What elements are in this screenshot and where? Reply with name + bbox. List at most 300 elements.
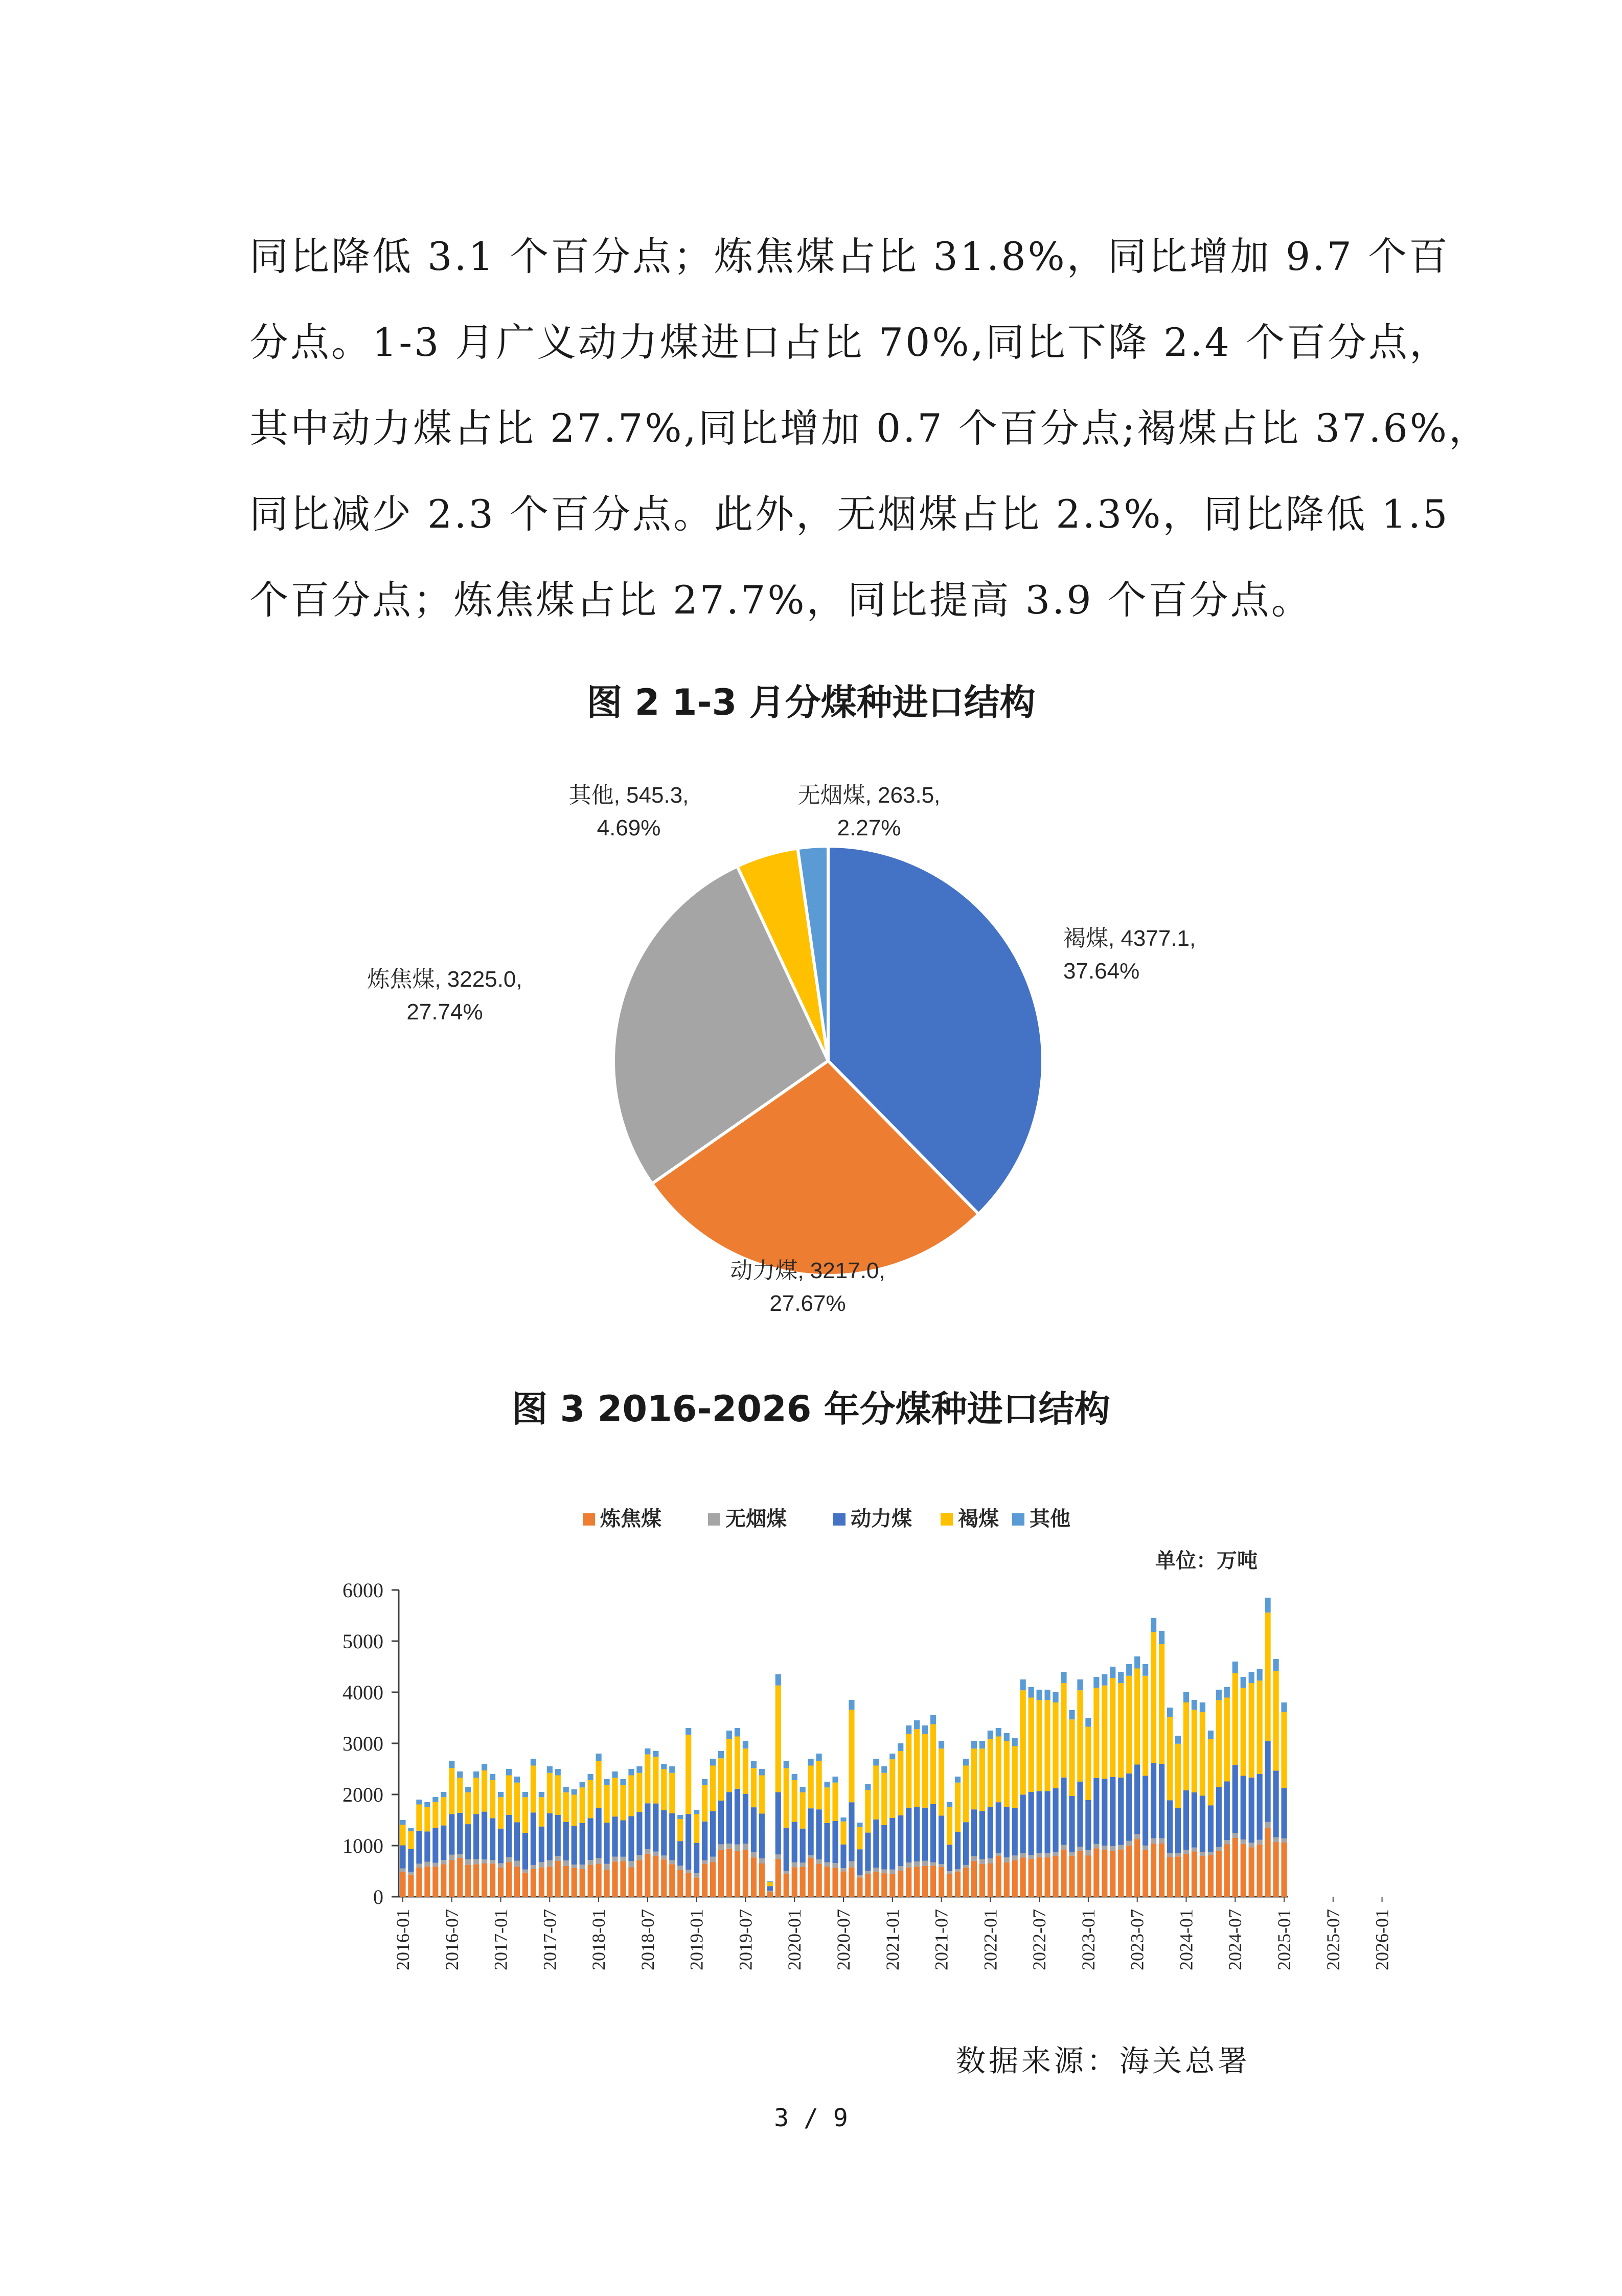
y-tick-label: 0 <box>373 1885 383 1908</box>
bar-segment <box>1281 1838 1287 1843</box>
x-tick-label: 2022-01 <box>980 1909 1001 1970</box>
bar-segment <box>767 1892 773 1897</box>
bar-segment <box>1216 1847 1222 1851</box>
y-tick-label: 6000 <box>342 1579 383 1602</box>
bar-segment <box>1012 1808 1018 1855</box>
bar-segment <box>694 1810 699 1814</box>
bar-segment <box>482 1770 487 1812</box>
bar-segment <box>555 1769 561 1776</box>
bar-segment <box>563 1787 569 1792</box>
bar-segment <box>424 1807 430 1831</box>
bar-segment <box>922 1734 928 1808</box>
bar-segment <box>465 1859 471 1865</box>
bar-segment <box>596 1754 602 1761</box>
bar-segment <box>1012 1738 1018 1746</box>
bar-segment <box>775 1854 781 1859</box>
bar-segment <box>653 1804 658 1852</box>
bar-segment <box>996 1856 1001 1897</box>
bar-segment <box>498 1792 504 1797</box>
bar-segment <box>1102 1674 1107 1686</box>
bar-segment <box>1134 1669 1140 1765</box>
bar-segment <box>889 1870 895 1874</box>
bar-segment <box>857 1827 862 1850</box>
bar-segment <box>612 1771 618 1778</box>
bar-segment <box>661 1769 667 1810</box>
bar-segment <box>1143 1664 1148 1676</box>
x-tick-label: 2023-07 <box>1127 1909 1148 1970</box>
bar-segment <box>498 1829 504 1863</box>
bar-segment <box>408 1875 414 1897</box>
bar-segment <box>424 1862 430 1867</box>
bar-segment <box>922 1861 928 1866</box>
bar-segment <box>555 1856 561 1861</box>
x-tick-label: 2019-07 <box>735 1909 756 1970</box>
bar-segment <box>473 1771 479 1778</box>
bar-segment <box>808 1858 814 1897</box>
bar-segment <box>1265 1612 1271 1741</box>
bar-segment <box>645 1854 650 1897</box>
bar-segment <box>808 1808 814 1855</box>
bar-segment <box>1004 1807 1010 1857</box>
bar-segment <box>1077 1851 1083 1897</box>
bar-segment <box>457 1771 463 1778</box>
bar-segment <box>735 1789 740 1845</box>
bar-segment <box>930 1804 936 1862</box>
bar-segment <box>620 1821 626 1857</box>
bar-segment <box>963 1868 969 1897</box>
bar-segment <box>580 1865 585 1869</box>
bar-segment <box>514 1777 520 1783</box>
bar-segment <box>1208 1852 1214 1855</box>
bar-segment <box>1208 1731 1214 1739</box>
x-tick-label: 2019-01 <box>686 1909 707 1970</box>
bar-segment <box>816 1859 822 1863</box>
bar-segment <box>996 1737 1001 1803</box>
bar-segment <box>979 1741 985 1748</box>
bar-segment <box>898 1743 903 1751</box>
bar-segment <box>1077 1679 1083 1690</box>
bar-segment <box>873 1766 879 1820</box>
bar-segment <box>1175 1736 1181 1744</box>
bar-segment <box>743 1850 748 1897</box>
bar-segment <box>441 1826 446 1860</box>
bar-segment <box>743 1748 748 1793</box>
bar-segment <box>1037 1791 1042 1853</box>
bar-segment <box>1118 1845 1124 1850</box>
bar-segment <box>979 1864 985 1897</box>
bar-segment <box>800 1787 806 1792</box>
bar-segment <box>832 1868 838 1897</box>
x-tick-label: 2020-01 <box>784 1909 805 1970</box>
bar-segment <box>759 1858 765 1863</box>
bar-segment <box>636 1860 642 1897</box>
bar-segment <box>432 1863 438 1867</box>
bar-segment <box>490 1774 495 1780</box>
bar-segment <box>1175 1808 1181 1853</box>
bar-segment <box>424 1831 430 1861</box>
bar-segment <box>432 1867 438 1897</box>
bar-segment <box>759 1776 765 1814</box>
bar-segment <box>963 1865 969 1868</box>
bar-segment <box>572 1826 577 1865</box>
bar-segment <box>906 1868 911 1897</box>
bar-segment <box>922 1866 928 1897</box>
bar-segment <box>612 1857 618 1862</box>
body-paragraph <box>249 214 1490 643</box>
bar-segment <box>1085 1850 1091 1856</box>
bar-segment <box>547 1867 553 1897</box>
bar-segment <box>1061 1778 1066 1845</box>
bar-segment <box>963 1822 969 1865</box>
bar-segment <box>604 1779 609 1785</box>
bar-segment <box>726 1792 732 1844</box>
bar-segment <box>702 1860 707 1864</box>
bar-segment <box>1093 1677 1099 1688</box>
bar-segment <box>1053 1788 1058 1852</box>
bar-segment <box>653 1757 658 1803</box>
bar-segment <box>473 1778 479 1814</box>
bar-segment <box>914 1729 920 1807</box>
bar-segment <box>971 1809 977 1856</box>
bar-segment <box>1167 1800 1173 1853</box>
bar-segment <box>1126 1846 1132 1897</box>
bar-segment <box>539 1827 544 1862</box>
bar-segment <box>596 1864 602 1897</box>
bar-segment <box>1281 1712 1287 1788</box>
bar-segment <box>702 1785 707 1822</box>
bar-segment <box>1085 1718 1091 1727</box>
bar-segment <box>1216 1787 1222 1847</box>
bar-segment <box>865 1784 871 1790</box>
y-tick-label: 1000 <box>342 1834 383 1857</box>
bar-segment <box>775 1686 781 1792</box>
bar-segment <box>824 1867 830 1897</box>
bar-segment <box>726 1739 732 1792</box>
bar-segment <box>661 1764 667 1769</box>
bar-segment <box>514 1783 520 1823</box>
bar-segment <box>555 1776 561 1815</box>
bar-segment <box>939 1864 944 1867</box>
bar-segment <box>522 1870 528 1873</box>
bar-segment <box>1151 1844 1156 1897</box>
bar-segment <box>743 1794 748 1844</box>
bar-segment <box>1151 1632 1156 1763</box>
bar-segment <box>1069 1796 1075 1852</box>
bar-segment <box>612 1861 618 1897</box>
bar-segment <box>914 1867 920 1897</box>
bar-segment <box>572 1865 577 1868</box>
bar-segment <box>547 1773 553 1813</box>
bar-segment <box>1110 1678 1115 1778</box>
bar-segment <box>710 1759 716 1766</box>
bar-segment <box>865 1833 871 1871</box>
bar-segment <box>1053 1856 1058 1897</box>
bar-segment <box>653 1856 658 1897</box>
bar-segment <box>702 1864 707 1897</box>
bar-segment <box>1143 1676 1148 1776</box>
bar-segment <box>784 1768 789 1828</box>
bar-segment <box>1053 1692 1058 1702</box>
bar-segment <box>465 1865 471 1897</box>
bar-segment <box>1020 1794 1026 1853</box>
bar-segment <box>1257 1669 1263 1680</box>
x-tick-label: 2020-07 <box>833 1909 854 1970</box>
y-tick-label: 3000 <box>342 1732 383 1755</box>
bar-segment <box>432 1802 438 1828</box>
bar-segment <box>1118 1778 1124 1845</box>
bar-segment <box>702 1822 707 1860</box>
bar-segment <box>939 1748 944 1815</box>
bar-segment <box>775 1859 781 1897</box>
data-source-note: 数据来源：海关总署 <box>956 2043 1251 2078</box>
bar-segment <box>636 1773 642 1812</box>
bar-segment <box>1044 1690 1050 1700</box>
stacked-bar-chart <box>286 1503 1392 2014</box>
bar-segment <box>1175 1853 1181 1856</box>
bar-segment <box>996 1802 1001 1853</box>
bar-segment <box>1224 1840 1230 1844</box>
bar-segment <box>759 1769 765 1776</box>
bar-segment <box>1200 1856 1205 1897</box>
bar-segment <box>531 1869 536 1897</box>
bar-segment <box>539 1797 544 1826</box>
bar-segment <box>628 1868 634 1897</box>
bar-segment <box>808 1766 814 1809</box>
bar-segment <box>1029 1792 1034 1855</box>
bar-segment <box>792 1862 797 1868</box>
bar-segment <box>832 1783 838 1821</box>
bar-segment <box>947 1807 952 1845</box>
bar-segment <box>1257 1680 1263 1774</box>
paragraph-line: 其中动力煤占比 27.7%,同比增加 0.7 个百分点;褐煤占比 37.6%， <box>249 405 1490 451</box>
bar-segment <box>1134 1839 1140 1897</box>
bar-segment <box>955 1777 961 1783</box>
bar-segment <box>1265 1828 1271 1897</box>
bar-segment <box>408 1872 414 1874</box>
bar-segment <box>514 1867 520 1897</box>
bar-segment <box>865 1871 871 1874</box>
bar-segment <box>588 1818 593 1860</box>
bar-segment <box>873 1872 879 1897</box>
bar-segment <box>792 1780 797 1822</box>
bar-segment <box>1273 1771 1278 1837</box>
y-tick-label: 4000 <box>342 1681 383 1704</box>
bar-segment <box>718 1751 724 1758</box>
bar-segment <box>1257 1845 1263 1897</box>
bar-segment <box>588 1860 593 1865</box>
bar-segment <box>1037 1700 1042 1791</box>
bar-segment <box>1020 1853 1026 1858</box>
bar-segment <box>563 1792 569 1822</box>
bar-segment <box>636 1812 642 1855</box>
bar-segment <box>881 1766 887 1773</box>
bar-segment <box>457 1813 463 1854</box>
bar-segment <box>1257 1840 1263 1845</box>
bar-segment <box>1029 1687 1034 1698</box>
bar-segment <box>686 1873 691 1897</box>
bar-segment <box>400 1846 405 1869</box>
bar-segment <box>996 1728 1001 1737</box>
bar-segment <box>604 1823 609 1864</box>
bar-segment <box>1232 1662 1238 1673</box>
bar-segment <box>482 1764 487 1770</box>
bar-segment <box>930 1866 936 1897</box>
bar-segment <box>955 1783 961 1832</box>
bar-segment <box>1265 1741 1271 1822</box>
unit-label: 单位：万吨 <box>1155 1550 1258 1572</box>
bar-segment <box>661 1810 667 1855</box>
bar-segment <box>563 1822 569 1860</box>
bar-segment <box>800 1792 806 1829</box>
bar-segment <box>1232 1838 1238 1897</box>
bar-segment <box>710 1857 716 1862</box>
bar-segment <box>1126 1774 1132 1841</box>
bar-segment <box>628 1861 634 1868</box>
bar-segment <box>710 1766 716 1811</box>
bar-segment <box>1077 1782 1083 1847</box>
bar-segment <box>686 1735 691 1814</box>
bar-segment <box>1102 1686 1107 1779</box>
bar-segment <box>824 1782 830 1787</box>
bar-segment <box>449 1814 454 1855</box>
x-tick-label: 2025-01 <box>1274 1909 1295 1970</box>
bar-segment <box>669 1813 675 1860</box>
bar-segment <box>1061 1850 1066 1897</box>
bar-segment <box>1085 1856 1091 1897</box>
bar-segment <box>1200 1712 1205 1795</box>
bar-segment <box>588 1780 593 1818</box>
bar-segment <box>800 1867 806 1897</box>
x-tick-label: 2016-01 <box>392 1909 413 1970</box>
bar-segment <box>947 1871 952 1874</box>
bar-segment <box>898 1866 903 1871</box>
bar-segment <box>1053 1852 1058 1856</box>
bar-segment <box>408 1831 414 1849</box>
bar-segment <box>1126 1841 1132 1846</box>
bar-segment <box>1200 1702 1205 1712</box>
bar-segment <box>873 1868 879 1872</box>
bar-segment <box>612 1816 618 1856</box>
legend-swatch <box>583 1513 595 1526</box>
bar-segment <box>1004 1862 1010 1897</box>
bar-segment <box>751 1761 757 1768</box>
bar-segment <box>1159 1838 1164 1844</box>
bar-segment <box>735 1851 740 1897</box>
bar-segment <box>449 1860 454 1897</box>
bar-segment <box>824 1862 830 1867</box>
bar-segment <box>947 1845 952 1871</box>
bar-segment <box>498 1868 504 1897</box>
bar-segment <box>1061 1845 1066 1850</box>
bar-segment <box>1004 1733 1010 1741</box>
bar-segment <box>547 1813 553 1860</box>
pie-chart <box>358 777 1247 1329</box>
bar-segment <box>979 1811 985 1859</box>
bar-segment <box>677 1819 683 1841</box>
bar-segment <box>743 1741 748 1748</box>
bar-segment <box>604 1870 609 1897</box>
bar-segment <box>408 1849 414 1872</box>
bar-segment <box>514 1861 520 1867</box>
bar-segment <box>555 1815 561 1856</box>
bar-segment <box>906 1862 911 1868</box>
bar-segment <box>1273 1842 1278 1897</box>
x-tick-label: 2024-07 <box>1225 1909 1246 1970</box>
bar-segment <box>849 1802 854 1861</box>
bar-segment <box>522 1797 528 1833</box>
bar-segment <box>988 1863 993 1897</box>
bar-segment <box>832 1863 838 1868</box>
bar-segment <box>506 1776 512 1815</box>
bar-segment <box>955 1872 961 1897</box>
bar-segment <box>800 1829 806 1863</box>
bar-segment <box>1151 1763 1156 1838</box>
bar-segment <box>1257 1774 1263 1840</box>
bar-segment <box>1004 1857 1010 1862</box>
bar-segment <box>1224 1687 1230 1698</box>
bar-segment <box>898 1871 903 1897</box>
bar-segment <box>482 1863 487 1897</box>
bar-segment <box>792 1867 797 1897</box>
bar-segment <box>1069 1852 1075 1855</box>
bar-segment <box>400 1872 405 1897</box>
bar-segment <box>628 1776 634 1816</box>
bar-segment <box>767 1882 773 1886</box>
legend-swatch <box>941 1513 953 1526</box>
bar-segment <box>849 1700 854 1710</box>
bar-segment <box>1126 1676 1132 1774</box>
bar-segment <box>1208 1739 1214 1805</box>
bar-segment <box>1126 1664 1132 1676</box>
bar-segment <box>1037 1857 1042 1897</box>
x-tick-label: 2016-07 <box>441 1909 462 1970</box>
x-tick-label: 2024-01 <box>1176 1909 1197 1970</box>
bar-segment <box>889 1759 895 1818</box>
bar-segment <box>979 1748 985 1811</box>
bar-segment <box>1232 1765 1238 1833</box>
bar-segment <box>694 1843 699 1874</box>
bar-segment <box>457 1858 463 1897</box>
bar-segment <box>620 1779 626 1785</box>
bar-segment <box>1110 1777 1115 1846</box>
bar-segment <box>424 1867 430 1897</box>
bar-segment <box>572 1789 577 1795</box>
bar-segment <box>832 1777 838 1783</box>
bar-segment <box>531 1766 536 1813</box>
bar-segment <box>930 1862 936 1866</box>
bar-segment <box>555 1861 561 1897</box>
bar-segment <box>1061 1672 1066 1683</box>
page-number: 3 / 9 <box>774 2104 848 2132</box>
bar-segment <box>881 1825 887 1870</box>
bar-segment <box>1192 1851 1197 1897</box>
bar-segment <box>963 1759 969 1766</box>
bar-segment <box>1134 1656 1140 1669</box>
pie-data-label: 无烟煤, 263.5, 2.27% <box>797 783 941 840</box>
bar-segment <box>840 1845 846 1869</box>
bar-segment <box>1118 1672 1124 1683</box>
bar-segment <box>1012 1860 1018 1897</box>
bar-segment <box>1037 1853 1042 1857</box>
bar-segment <box>677 1841 683 1866</box>
bar-segment <box>677 1870 683 1897</box>
bar-segment <box>645 1803 650 1849</box>
bar-segment <box>1224 1845 1230 1897</box>
bar-segment <box>906 1725 911 1734</box>
bar-segment <box>482 1812 487 1860</box>
bar-segment <box>784 1874 789 1897</box>
bar-segment <box>849 1861 854 1868</box>
